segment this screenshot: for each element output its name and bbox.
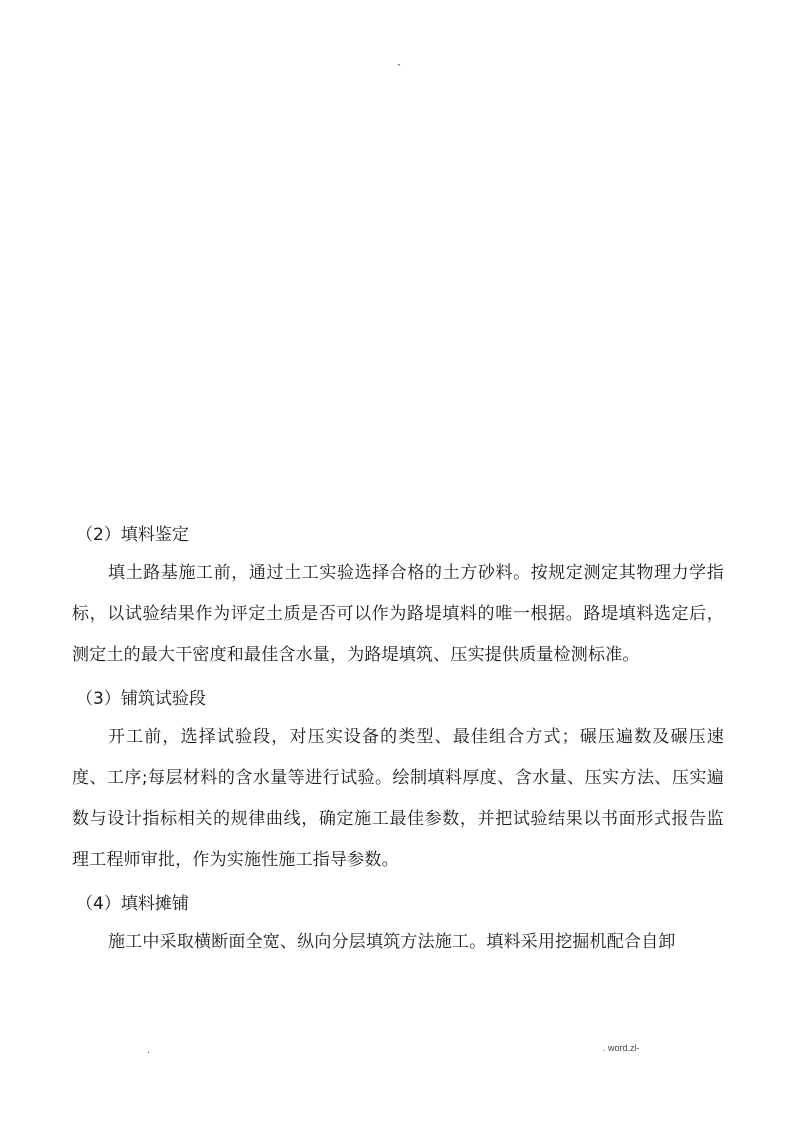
- section-heading-trial-section: （3）铺筑试验段: [76, 689, 206, 709]
- section-paragraph-fill-spreading: 施工中采取横断面全宽、纵向分层填筑方法施工。填料采用挖掘机配合自卸: [108, 932, 676, 952]
- footer-watermark-text: . word.zl-: [603, 1043, 640, 1053]
- section-heading-fill-identification: （2）填料鉴定: [76, 525, 189, 545]
- document-body: [72, 518, 724, 969]
- footer-left-mark: .: [147, 1046, 150, 1056]
- section-heading-fill-spreading: （4）填料摊铺: [76, 894, 189, 914]
- page-header-mark: -: [397, 60, 401, 70]
- section-paragraph-fill-identification: 填土路基施工前，通过土工实验选择合格的土方砂料。按规定测定其物理力学指标，以试验结果作为评定土质是否可以作为路堤填料的唯一根据。路堤填料选定后，测定土的最大干密度和最佳含水量，为路堤填筑、压实提供质量检测标准。: [72, 563, 724, 665]
- section-paragraph-trial-section: 开工前，选择试验段，对压实设备的类型、最佳组合方式；碾压遍数及碾压速度、工序;每层材料的含水量等进行试验。绘制填料厚度、含水量、压实方法、压实遍数与设计指标相关的规律曲线，确定施工最佳参数，并把试验结果以书面形式报告监理工程师审批，作为实施性施工指导参数。: [72, 727, 724, 870]
